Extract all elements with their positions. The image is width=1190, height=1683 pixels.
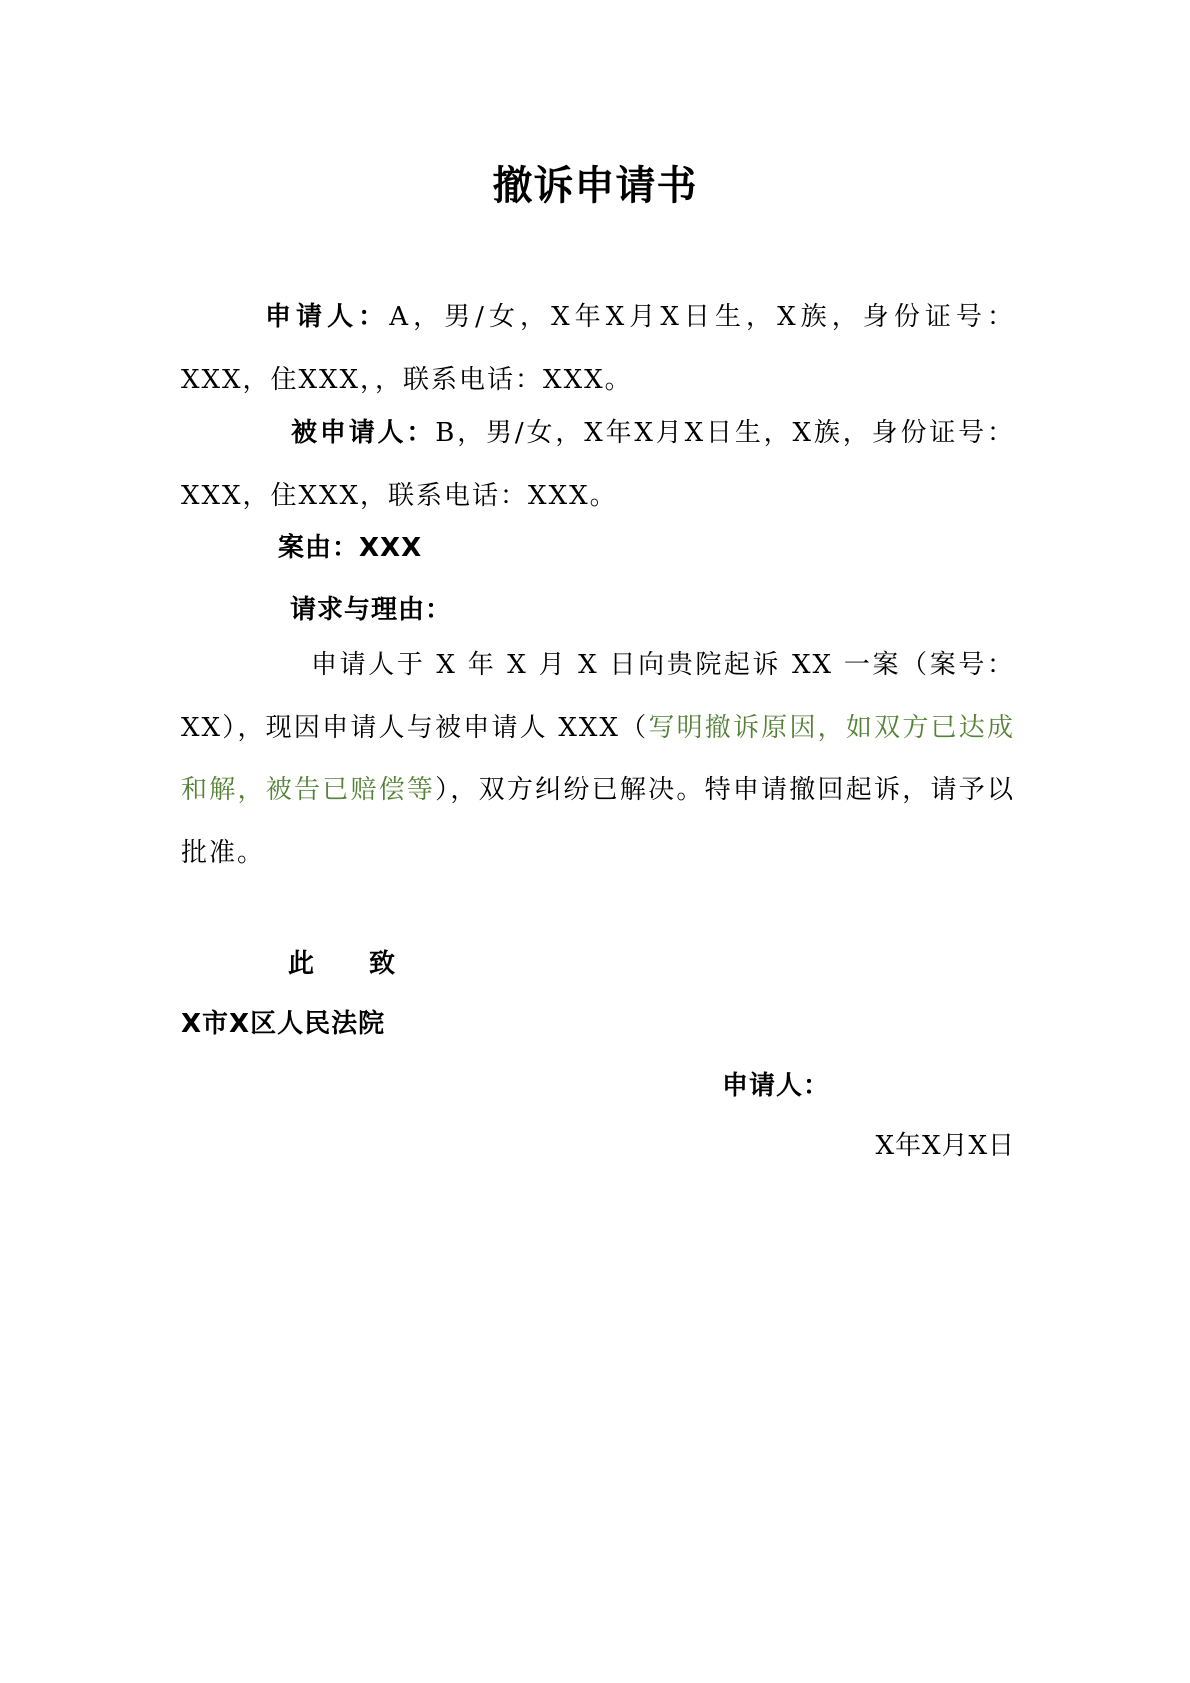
case-cause-value: XXX [359, 533, 423, 563]
salutation-char-2: 致 [369, 949, 397, 979]
salutation [288, 944, 396, 984]
request-heading: 请求与理由： [290, 595, 453, 625]
case-cause-label: 案由： [278, 533, 360, 563]
signature-date: X年X月X日 [875, 1131, 1015, 1161]
salutation-char-1: 此 [288, 949, 316, 979]
applicant-label: 申请人： [265, 302, 390, 332]
request-body-part1: 申请人于 X 年 X 月 X 日向贵院起诉 XX 一案（案号：XX），现因申请人与被申请人 XXX（ [181, 650, 1015, 743]
case-cause [278, 528, 422, 568]
respondent-text: B，男/女，X年X月X日生，X族，身份证号：XXX，住XXX，联系电话：XXX。 [181, 418, 1015, 511]
request-body-part2: ），双方纠纷已解决。特申请撤回起诉，请予以批准。 [181, 775, 1015, 868]
court-name: X市X区人民法院 [181, 1009, 386, 1039]
respondent-paragraph [181, 402, 1015, 527]
applicant-paragraph [181, 286, 1015, 411]
respondent-label: 被申请人： [291, 418, 436, 448]
applicant-text: A，男/女，X年X月X日生，X族，身份证号：XXX，住XXX，，联系电话：XXX。 [181, 302, 1015, 395]
document-title: 撤诉申请书 [492, 163, 698, 209]
withdrawal-reason-placeholder: 写明撤诉原因，如双方已达成和解，被告已赔偿等 [181, 712, 1015, 805]
signature-label: 申请人： [722, 1071, 831, 1101]
request-body [181, 634, 1015, 884]
